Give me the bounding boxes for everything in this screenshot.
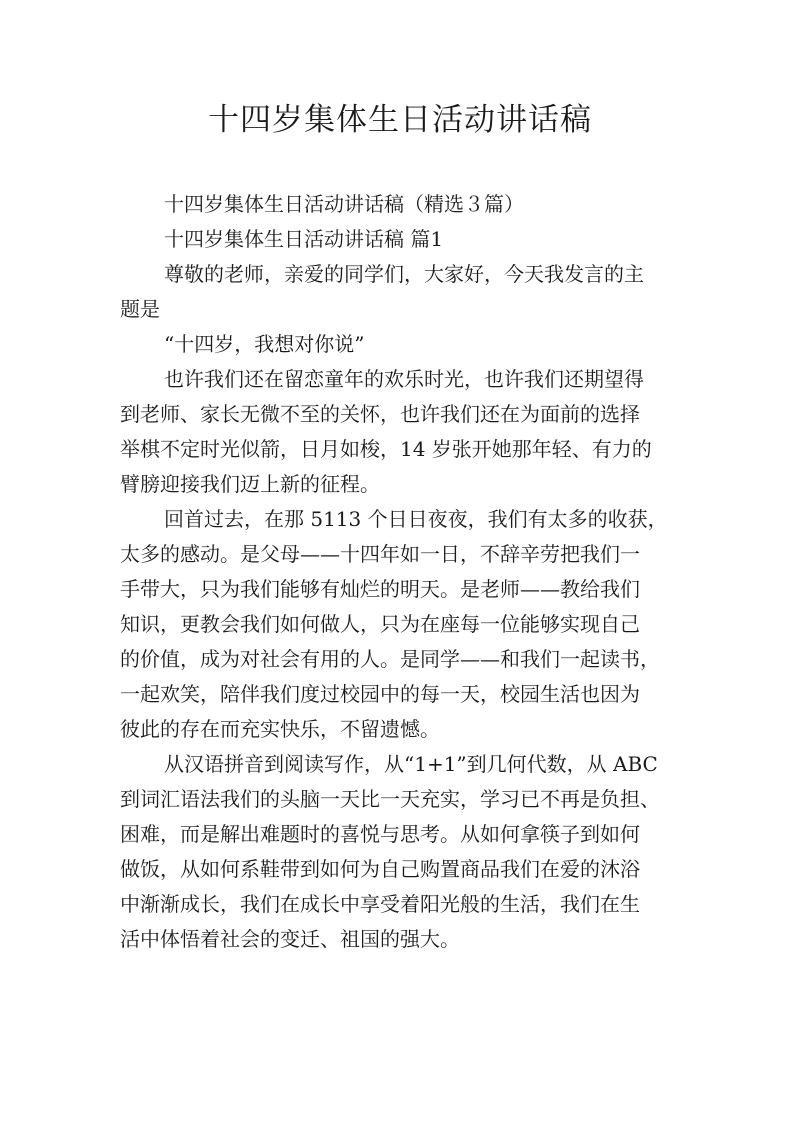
text-line: 的价值，成为对社会有用的人。是同学——和我们一起读书， <box>120 647 660 671</box>
text-line: 中渐渐成长，我们在成长中享受着阳光般的生活，我们在生 <box>120 892 640 916</box>
text-line: 活中体悟着社会的变迁、祖国的强大。 <box>120 927 460 951</box>
text-line: 一起欢笑，陪伴我们度过校园中的每一天，校园生活也因为 <box>120 682 640 706</box>
document-title: 十四岁集体生日活动讲话稿 <box>208 102 592 138</box>
text-line: 举棋不定时光似箭，日月如梭，14 岁张开她那年轻、有力的 <box>120 437 652 461</box>
document-body <box>120 187 685 957</box>
text-line: 回首过去，在那 5113 个日日夜夜，我们有太多的收获， <box>164 507 668 531</box>
text-line: 题是 <box>120 297 160 321</box>
text-line: “十四岁，我想对你说” <box>164 332 365 356</box>
text-line: 十四岁集体生日活动讲话稿（精选３篇） <box>164 192 524 216</box>
text-line: 从汉语拼音到阅读写作，从“1+1”到几何代数，从 ABC <box>164 752 658 776</box>
text-line: 彼此的存在而充实快乐，不留遗憾。 <box>120 717 440 741</box>
text-line: 臂膀迎接我们迈上新的征程。 <box>120 472 380 496</box>
text-line: 手带大，只为我们能够有灿烂的明天。是老师——教给我们 <box>120 577 640 601</box>
text-line: 也许我们还在留恋童年的欢乐时光，也许我们还期望得 <box>164 367 644 391</box>
text-line: 十四岁集体生日活动讲话稿 篇1 <box>164 227 444 251</box>
text-line: 到老师、家长无微不至的关怀，也许我们还在为面前的选择 <box>120 402 640 426</box>
text-line: 到词汇语法我们的头脑一天比一天充实，学习已不再是负担、 <box>120 787 660 811</box>
text-line: 尊敬的老师，亲爱的同学们，大家好，今天我发言的主 <box>164 262 644 286</box>
text-line: 困难，而是解出难题时的喜悦与思考。从如何拿筷子到如何 <box>120 822 640 846</box>
text-line: 做饭，从如何系鞋带到如何为自己购置商品我们在爱的沐浴 <box>120 857 640 881</box>
text-line: 知识，更教会我们如何做人，只为在座每一位能够实现自己 <box>120 612 640 636</box>
text-line: 太多的感动。是父母——十四年如一日，不辞辛劳把我们一 <box>120 542 640 566</box>
